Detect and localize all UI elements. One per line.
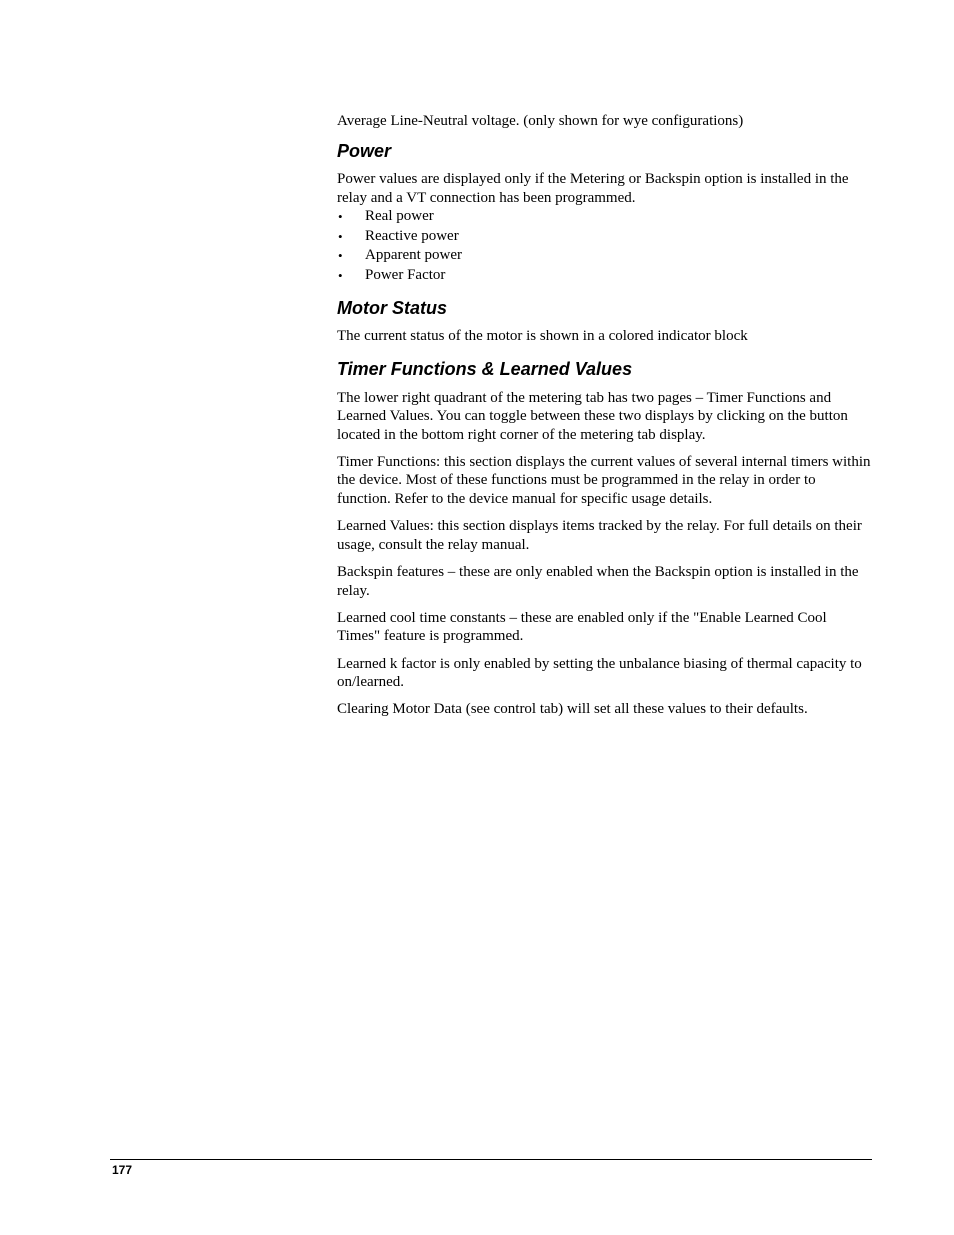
list-item xyxy=(337,266,873,285)
list-item-label: Reactive power xyxy=(365,227,459,244)
list-item xyxy=(337,227,873,246)
bullet-icon: • xyxy=(338,267,343,283)
timer-paragraph: Learned cool time constants – these are enabled only if the "Enable Learned Cool Times" feature is programmed. xyxy=(337,609,827,645)
motor-status-heading: Motor Status xyxy=(337,297,447,318)
list-item-label: Power Factor xyxy=(365,266,446,283)
page-number: 177 xyxy=(112,1163,133,1177)
timer-paragraph: Backspin features – these are only enabled when the Backspin option is installed in the relay. xyxy=(337,564,859,599)
power-heading: Power xyxy=(337,140,392,161)
bullet-icon: • xyxy=(338,248,343,264)
timer-paragraph: Learned Values: this section displays items tracked by the relay. For full details on their usage, consult the relay manual. xyxy=(337,518,862,553)
intro-paragraph: Average Line-Neutral voltage. (only shown for wye configurations) xyxy=(337,113,744,129)
timer-paragraph: Clearing Motor Data (see control tab) will set all these values to their defaults. xyxy=(337,701,808,718)
timer-paragraph: Learned k factor is only enabled by setting the unbalance biasing of thermal capacity to on/learned. xyxy=(337,655,862,691)
list-item-label: Apparent power xyxy=(365,247,463,264)
power-description: Power values are displayed only if the Metering or Backspin option is installed in the relay and a VT connection has been programmed. xyxy=(337,171,849,206)
document-body xyxy=(337,112,873,728)
list-item xyxy=(337,207,873,226)
bullet-icon: • xyxy=(338,228,343,244)
motor-status-description: The current status of the motor is shown in a colored indicator block xyxy=(337,328,748,345)
list-item-label: Real power xyxy=(365,208,434,225)
timer-functions-heading: Timer Functions & Learned Values xyxy=(337,359,633,379)
timer-paragraph: Timer Functions: this section displays the current values of several internal timers within the device. Most of these functions must be programmed in the relay in order to function. Refer to the device manual for specific usage details. xyxy=(337,453,871,508)
footer-divider xyxy=(110,1159,872,1160)
bullet-icon: • xyxy=(338,209,343,225)
power-list xyxy=(337,207,873,285)
timer-paragraph: The lower right quadrant of the metering tab has two pages – Timer Functions and Learned Values. You can toggle between these two displays by clicking on the button located in the bottom right corner of the metering tab display. xyxy=(337,389,848,443)
list-item xyxy=(337,246,873,265)
